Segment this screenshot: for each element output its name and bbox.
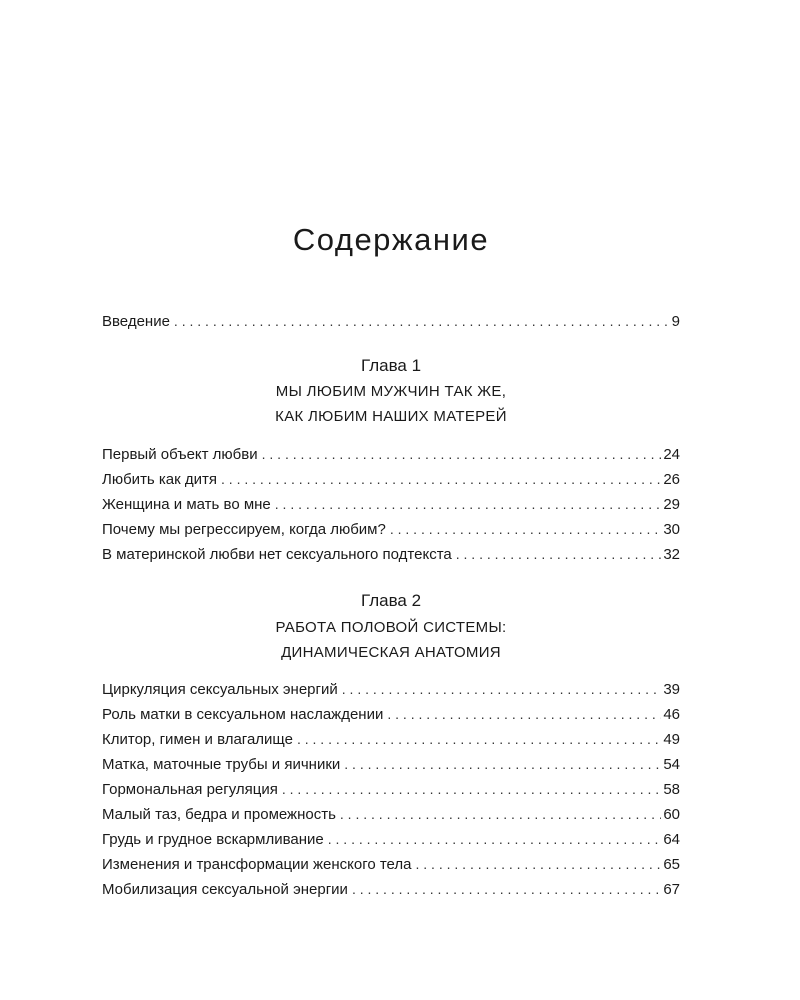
dot-leader xyxy=(342,677,662,701)
toc-entry-page: 39 xyxy=(663,681,680,698)
page-title: Содержание xyxy=(292,222,490,257)
dot-leader xyxy=(352,877,661,901)
toc-entry[interactable] xyxy=(102,777,680,801)
dot-leader xyxy=(328,827,662,851)
toc-entry[interactable] xyxy=(102,827,680,851)
dot-leader xyxy=(456,542,662,566)
toc-entry-label: Циркуляция сексуальных энергий xyxy=(102,681,338,698)
toc-entry[interactable] xyxy=(102,877,680,901)
toc-entry-label: Почему мы регрессируем, когда любим? xyxy=(102,521,386,538)
toc-entry-page: 60 xyxy=(663,806,680,823)
toc-entry-label: Роль матки в сексуальном наслаждении xyxy=(102,706,384,723)
toc-entry-page: 29 xyxy=(663,496,680,513)
chapter-2-title-line-1: РАБОТА ПОЛОВОЙ СИСТЕМЫ: xyxy=(275,619,507,636)
toc-entry-label: Введение xyxy=(102,313,170,330)
toc-entry-page: 54 xyxy=(663,756,680,773)
toc-entry[interactable] xyxy=(102,677,680,701)
dot-leader xyxy=(282,777,661,801)
toc-entry[interactable] xyxy=(102,517,680,541)
toc-entry[interactable] xyxy=(102,727,680,751)
dot-leader xyxy=(390,517,661,541)
dot-leader xyxy=(297,727,661,751)
dot-leader xyxy=(387,702,661,726)
toc-entry-label: Мобилизация сексуальной энергии xyxy=(102,881,348,898)
toc-entry[interactable] xyxy=(102,542,680,566)
toc-entry-page: 64 xyxy=(663,831,680,848)
toc-entry-label: Грудь и грудное вскармливание xyxy=(102,831,324,848)
toc-entry-intro[interactable] xyxy=(102,309,680,333)
toc-entry-label: Любить как дитя xyxy=(102,471,218,488)
toc-entry-page: 26 xyxy=(663,471,680,488)
toc-entry[interactable] xyxy=(102,492,680,516)
toc-entry-label: Клитор, гимен и влагалище xyxy=(102,731,293,748)
toc-entry-page: 65 xyxy=(663,856,680,873)
toc-entry-page: 9 xyxy=(671,313,680,330)
dot-leader xyxy=(221,467,661,491)
toc-entry-page: 46 xyxy=(663,706,680,723)
chapter-2-title-line-2: ДИНАМИЧЕСКАЯ АНАТОМИЯ xyxy=(281,644,501,661)
dot-leader xyxy=(174,309,670,333)
toc-entry[interactable] xyxy=(102,752,680,776)
toc-entry-page: 49 xyxy=(663,731,680,748)
toc-entry-page: 24 xyxy=(663,446,680,463)
dot-leader xyxy=(340,802,661,826)
toc-entry-page: 30 xyxy=(663,521,680,538)
toc-entry-label: Женщина и мать во мне xyxy=(102,496,271,513)
toc-entry-page: 32 xyxy=(663,546,680,563)
toc-entry[interactable] xyxy=(102,467,680,491)
toc-entry-page: 58 xyxy=(663,781,680,798)
chapter-1-title-line-2: КАК ЛЮБИМ НАШИХ МАТЕРЕЙ xyxy=(275,408,507,425)
chapter-1-number: Глава 1 xyxy=(360,356,422,375)
toc-entry-label: Матка, маточные трубы и яичники xyxy=(102,756,341,773)
toc-entry-label: Гормональная регуляция xyxy=(102,781,278,798)
toc-entry-label: Первый объект любви xyxy=(102,446,258,463)
chapter-1-title-line-1: МЫ ЛЮБИМ МУЖЧИН ТАК ЖЕ, xyxy=(275,383,507,400)
dot-leader xyxy=(416,852,662,876)
dot-leader xyxy=(275,492,662,516)
toc-entry[interactable] xyxy=(102,802,680,826)
toc-entry-label: В материнской любви нет сексуального подтекста xyxy=(102,546,452,563)
toc-entry-page: 67 xyxy=(663,881,680,898)
toc-entry-label: Малый таз, бедра и промежность xyxy=(102,806,336,823)
toc-entry[interactable] xyxy=(102,702,680,726)
dot-leader xyxy=(344,752,661,776)
toc-entry[interactable] xyxy=(102,852,680,876)
toc-entry-label: Изменения и трансформации женского тела xyxy=(102,856,412,873)
toc-entry[interactable] xyxy=(102,442,680,466)
chapter-2-number: Глава 2 xyxy=(360,591,422,610)
dot-leader xyxy=(262,442,662,466)
